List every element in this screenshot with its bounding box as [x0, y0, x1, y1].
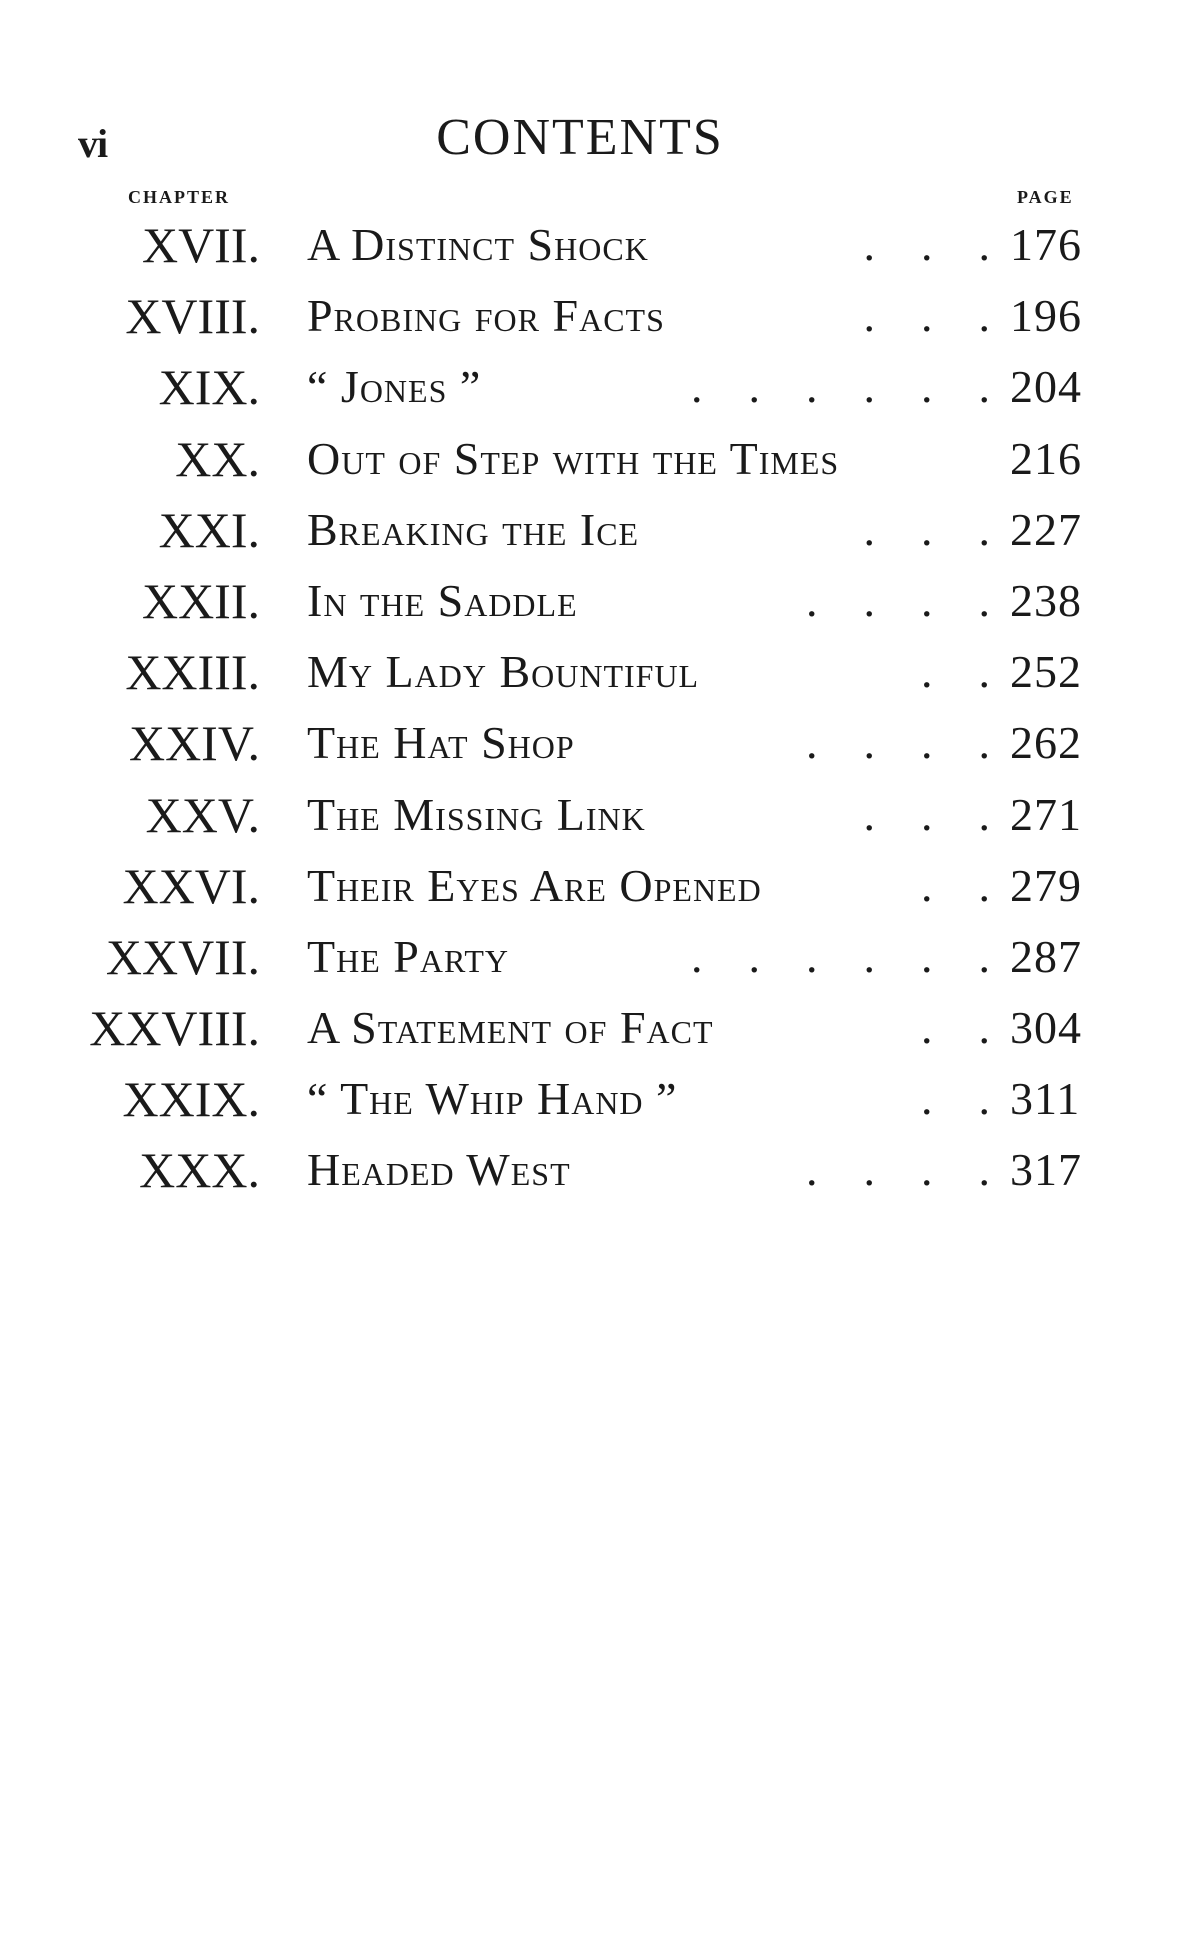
page-reference: 252: [1010, 646, 1082, 698]
dot-leader: . . .: [863, 503, 990, 555]
chapter-title: The Missing Link: [307, 788, 646, 840]
dot-leader: . . .: [863, 788, 990, 840]
chapter-number: XVII.: [141, 217, 260, 273]
dot-leader: . . . . . .: [691, 930, 990, 982]
toc-entry: [0, 780, 1203, 851]
toc-entry: [0, 708, 1203, 779]
chapter-column-label: CHAPTER: [128, 187, 231, 207]
page-reference: 204: [1010, 361, 1082, 413]
page-column-label: PAGE: [1017, 187, 1074, 207]
chapter-title: Breaking the Ice: [307, 503, 640, 555]
chapter-number: XVIII.: [125, 288, 260, 345]
page-reference: 262: [1010, 717, 1082, 769]
chapter-number: XX.: [175, 430, 260, 487]
page-reference: 311: [1010, 1073, 1081, 1125]
chapter-title: “ Jones ”: [307, 361, 482, 413]
chapter-title: “ The Whip Hand ”: [307, 1073, 678, 1125]
table-of-contents: [0, 210, 1203, 1207]
chapter-number: XXI.: [158, 501, 260, 558]
chapter-number: XXIV.: [128, 715, 260, 772]
toc-entry: [0, 993, 1203, 1064]
dot-leader: . .: [921, 859, 990, 911]
toc-entry: [0, 495, 1203, 566]
chapter-title: A Statement of Fact: [307, 1002, 714, 1054]
toc-entry: [0, 1064, 1203, 1135]
page-reference: 176: [1010, 219, 1082, 270]
chapter-number: XXII.: [141, 572, 260, 629]
page-reference: 287: [1010, 930, 1082, 982]
chapter-number: XXIII.: [125, 644, 260, 701]
chapter-number: XXV.: [145, 786, 260, 843]
chapter-number: XIX.: [158, 359, 260, 416]
dot-leader: . . . .: [806, 717, 990, 769]
dot-leader: . . . .: [806, 574, 990, 626]
toc-entry: [0, 352, 1203, 423]
dot-leader: . .: [921, 1002, 990, 1054]
toc-entry: [0, 851, 1203, 922]
page-reference: 271: [1010, 788, 1082, 840]
page-reference: 196: [1010, 290, 1082, 342]
chapter-number: XXVIII.: [89, 1000, 260, 1057]
page-reference: 216: [1010, 432, 1082, 484]
toc-entry: [0, 566, 1203, 637]
chapter-number: XXVII.: [105, 928, 260, 985]
toc-entry: [0, 637, 1203, 708]
toc-entry: [0, 281, 1203, 352]
dot-leader: . . .: [863, 219, 990, 270]
page-title: CONTENTS: [436, 109, 724, 166]
chapter-title: In the Saddle: [307, 574, 578, 626]
chapter-title: Out of Step with the Times: [307, 432, 840, 484]
toc-entry: [0, 1135, 1203, 1206]
dot-leader: . . .: [863, 290, 990, 342]
chapter-title: The Hat Shop: [307, 717, 575, 769]
toc-entry: [0, 210, 1203, 281]
chapter-title: My Lady Bountiful: [307, 646, 700, 698]
chapter-number: XXVI.: [122, 857, 260, 914]
toc-entry: [0, 922, 1203, 993]
chapter-number: XXX.: [139, 1142, 260, 1199]
page-reference: 227: [1010, 503, 1082, 555]
chapter-number: XXIX.: [122, 1071, 260, 1128]
dot-leader: . .: [921, 1073, 990, 1125]
chapter-title: A Distinct Shock: [307, 219, 649, 270]
dot-leader: . .: [921, 646, 990, 698]
toc-entry: [0, 424, 1203, 495]
dot-leader: . . . . . .: [691, 361, 990, 413]
page-number: vi: [78, 121, 108, 166]
chapter-title: Their Eyes Are Opened: [307, 859, 762, 911]
page-reference: 279: [1010, 859, 1082, 911]
chapter-title: Headed West: [307, 1144, 571, 1196]
chapter-title: Probing for Facts: [307, 290, 665, 342]
chapter-title: The Party: [307, 930, 510, 982]
page-reference: 304: [1010, 1002, 1082, 1054]
page-reference: 238: [1010, 574, 1082, 626]
page-reference: 317: [1010, 1144, 1082, 1196]
dot-leader: . . . .: [806, 1144, 990, 1196]
